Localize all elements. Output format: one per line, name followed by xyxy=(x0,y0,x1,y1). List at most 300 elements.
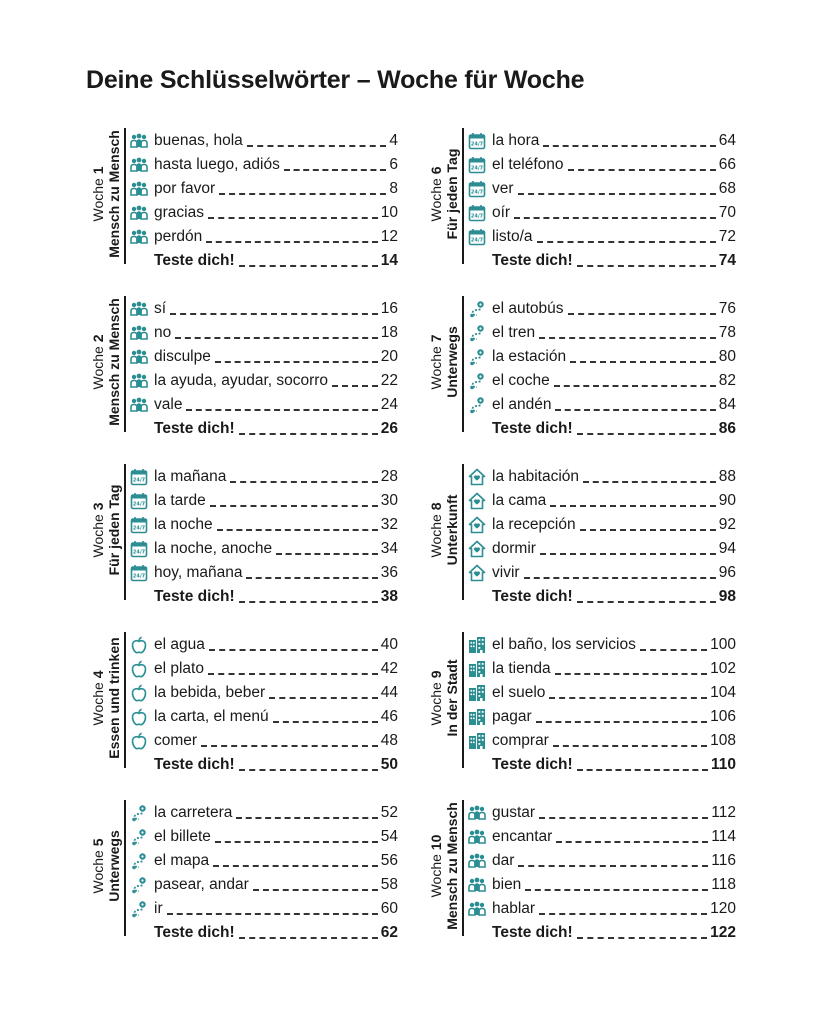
page-number: 92 xyxy=(718,516,736,533)
svg-text:24/7: 24/7 xyxy=(132,549,146,556)
svg-text:24/7: 24/7 xyxy=(132,525,146,532)
page-number: 54 xyxy=(380,828,398,845)
dot-leader xyxy=(253,888,378,891)
test-label: Teste dich! xyxy=(492,756,573,773)
list-item[interactable] xyxy=(468,222,736,246)
test-label: Teste dich! xyxy=(492,924,573,941)
week-word: Woche xyxy=(428,346,444,390)
page-number: 100 xyxy=(710,636,736,653)
calendar-icon xyxy=(468,132,488,150)
people-icon xyxy=(468,828,488,846)
page-number: 74 xyxy=(718,252,736,269)
house-icon xyxy=(468,492,488,510)
week-block xyxy=(424,462,744,612)
dot-leader xyxy=(577,600,716,603)
divider xyxy=(462,128,464,264)
week-word: Woche xyxy=(428,514,444,558)
list-item[interactable] xyxy=(468,126,736,150)
dot-leader xyxy=(213,864,378,867)
svg-text:24/7: 24/7 xyxy=(470,213,484,220)
list-item[interactable] xyxy=(468,294,736,318)
people-icon xyxy=(130,372,150,390)
test-row[interactable] xyxy=(468,918,736,942)
list-item[interactable] xyxy=(130,462,398,486)
list-item[interactable] xyxy=(468,318,736,342)
test-label: Teste dich! xyxy=(154,588,235,605)
dot-leader xyxy=(570,360,716,363)
entry-word: gracias xyxy=(154,204,204,221)
dot-leader xyxy=(539,336,716,339)
list-item[interactable] xyxy=(130,126,398,150)
list-item[interactable] xyxy=(468,534,736,558)
dot-leader xyxy=(554,384,716,387)
list-item[interactable] xyxy=(468,726,736,750)
page-number: 116 xyxy=(711,852,736,869)
calendar-icon xyxy=(468,180,488,198)
entry-word: dormir xyxy=(492,540,536,557)
entry-word: la bebida, beber xyxy=(154,684,266,701)
entry-word: el plato xyxy=(154,660,204,677)
dot-leader xyxy=(239,600,378,603)
page-number: 40 xyxy=(380,636,398,653)
dot-leader xyxy=(568,312,716,315)
list-item[interactable] xyxy=(468,846,736,870)
entry-list xyxy=(468,798,736,942)
dot-leader xyxy=(577,936,707,939)
entry-word: la noche xyxy=(154,516,213,533)
week-topic: Mensch zu Mensch xyxy=(106,130,122,258)
week-label xyxy=(424,798,464,934)
entry-word: el autobús xyxy=(492,300,564,317)
page-number: 50 xyxy=(380,756,398,773)
list-item[interactable] xyxy=(468,654,736,678)
route-icon xyxy=(130,852,150,870)
list-item[interactable] xyxy=(130,822,398,846)
entry-word: el coche xyxy=(492,372,550,389)
entry-word: por favor xyxy=(154,180,216,197)
entry-word: la estación xyxy=(492,348,567,365)
week-number: 10 xyxy=(428,834,444,851)
dot-leader xyxy=(239,264,378,267)
week-block xyxy=(424,126,744,276)
dot-leader xyxy=(167,912,378,915)
entry-word: comprar xyxy=(492,732,549,749)
route-icon xyxy=(468,396,488,414)
week-word: Woche xyxy=(90,850,106,894)
route-icon xyxy=(130,828,150,846)
calendar-icon xyxy=(130,516,150,534)
entry-word: el baño, los servicios xyxy=(492,636,636,653)
week-number: 9 xyxy=(428,670,444,679)
dot-leader xyxy=(276,552,378,555)
list-item[interactable] xyxy=(468,558,736,582)
entry-list xyxy=(130,126,398,270)
page-number: 110 xyxy=(710,756,736,773)
dot-leader xyxy=(556,840,708,843)
entry-list xyxy=(468,462,736,606)
page-number: 28 xyxy=(380,468,398,485)
page-number: 30 xyxy=(380,492,398,509)
test-row[interactable] xyxy=(130,918,398,942)
list-item[interactable] xyxy=(130,702,398,726)
page-number: 26 xyxy=(380,420,398,437)
page-number: 68 xyxy=(718,180,736,197)
page-number: 38 xyxy=(380,588,398,605)
week-word: Woche xyxy=(428,854,444,898)
week-label xyxy=(424,294,464,430)
page-number: 108 xyxy=(710,732,736,749)
week-block xyxy=(424,798,744,948)
list-item[interactable] xyxy=(468,198,736,222)
entry-word: la mañana xyxy=(154,468,227,485)
week-number: 3 xyxy=(90,502,106,511)
dot-leader xyxy=(269,696,378,699)
people-icon xyxy=(130,180,150,198)
dot-leader xyxy=(230,480,377,483)
apple-icon xyxy=(130,708,150,726)
dot-leader xyxy=(640,648,707,651)
entry-word: comer xyxy=(154,732,198,749)
dot-leader xyxy=(170,312,378,315)
entry-word: buenas, hola xyxy=(154,132,243,149)
page-number: 24 xyxy=(380,396,398,413)
week-block xyxy=(86,630,406,780)
calendar-icon xyxy=(130,564,150,582)
test-row[interactable] xyxy=(468,414,736,438)
page-number: 94 xyxy=(718,540,736,557)
entry-word: bien xyxy=(492,876,522,893)
test-row[interactable] xyxy=(468,582,736,606)
list-item[interactable] xyxy=(468,174,736,198)
house-icon xyxy=(468,468,488,486)
house-icon xyxy=(468,540,488,558)
route-icon xyxy=(130,804,150,822)
dot-leader xyxy=(514,216,716,219)
house-icon xyxy=(468,564,488,582)
dot-leader xyxy=(208,216,378,219)
dot-leader xyxy=(332,384,378,387)
people-icon xyxy=(130,156,150,174)
page-number: 14 xyxy=(380,252,398,269)
dot-leader xyxy=(555,672,708,675)
entry-word: perdón xyxy=(154,228,203,245)
dot-leader xyxy=(284,168,387,171)
dot-leader xyxy=(549,696,707,699)
test-label: Teste dich! xyxy=(154,756,235,773)
apple-icon xyxy=(130,732,150,750)
list-item[interactable] xyxy=(468,462,736,486)
week-word: Woche xyxy=(428,682,444,726)
page-number: 36 xyxy=(380,564,398,581)
dot-leader xyxy=(239,768,378,771)
svg-text:24/7: 24/7 xyxy=(132,477,146,484)
test-row[interactable] xyxy=(468,246,736,270)
page-number: 76 xyxy=(718,300,736,317)
page-number: 12 xyxy=(380,228,398,245)
list-item[interactable] xyxy=(130,294,398,318)
entry-word: el tren xyxy=(492,324,536,341)
dot-leader xyxy=(239,432,378,435)
entry-word: la recepción xyxy=(492,516,576,533)
list-item[interactable] xyxy=(468,630,736,654)
list-item[interactable] xyxy=(468,678,736,702)
entry-word: sí xyxy=(154,300,167,317)
dot-leader xyxy=(210,504,378,507)
page-number: 60 xyxy=(380,900,398,917)
entry-word: oír xyxy=(492,204,511,221)
svg-text:24/7: 24/7 xyxy=(132,501,146,508)
entry-word: gustar xyxy=(492,804,536,821)
calendar-icon xyxy=(130,540,150,558)
dot-leader xyxy=(208,672,378,675)
dot-leader xyxy=(236,816,377,819)
list-item[interactable] xyxy=(468,702,736,726)
city-icon xyxy=(468,684,488,702)
page-number: 66 xyxy=(718,156,736,173)
week-label xyxy=(86,294,126,430)
list-item[interactable] xyxy=(468,510,736,534)
apple-icon xyxy=(130,660,150,678)
dot-leader xyxy=(201,744,378,747)
dot-leader xyxy=(186,408,377,411)
svg-text:24/7: 24/7 xyxy=(470,237,484,244)
calendar-icon xyxy=(130,492,150,510)
page-number: 42 xyxy=(380,660,398,677)
page-number: 70 xyxy=(718,204,736,221)
week-block xyxy=(86,126,406,276)
list-item[interactable] xyxy=(130,174,398,198)
list-item[interactable] xyxy=(130,870,398,894)
divider xyxy=(124,800,126,936)
dot-leader xyxy=(577,264,716,267)
list-item[interactable] xyxy=(468,366,736,390)
entry-word: ver xyxy=(492,180,514,197)
list-item[interactable] xyxy=(130,198,398,222)
list-item[interactable] xyxy=(130,726,398,750)
week-word: Woche xyxy=(428,178,444,222)
week-topic: Für jeden Tag xyxy=(106,484,122,576)
list-item[interactable] xyxy=(130,678,398,702)
list-item[interactable] xyxy=(130,630,398,654)
page-number: 20 xyxy=(380,348,398,365)
list-item[interactable] xyxy=(468,390,736,414)
list-item[interactable] xyxy=(130,894,398,918)
dot-leader xyxy=(536,720,707,723)
list-item[interactable] xyxy=(468,150,736,174)
entry-word: vivir xyxy=(492,564,520,581)
dot-leader xyxy=(543,144,715,147)
list-item[interactable] xyxy=(468,342,736,366)
page-number: 122 xyxy=(710,924,736,941)
test-label: Teste dich! xyxy=(154,420,235,437)
route-icon xyxy=(468,348,488,366)
test-row[interactable] xyxy=(130,750,398,774)
entry-word: el andén xyxy=(492,396,552,413)
week-topic: Mensch zu Mensch xyxy=(444,802,460,930)
dot-leader xyxy=(550,504,715,507)
entry-word: hasta luego, adiós xyxy=(154,156,280,173)
list-item[interactable] xyxy=(130,654,398,678)
entry-word: no xyxy=(154,324,172,341)
page-number: 48 xyxy=(380,732,398,749)
city-icon xyxy=(468,708,488,726)
page-number: 84 xyxy=(718,396,736,413)
entry-word: la noche, anoche xyxy=(154,540,273,557)
page-number: 120 xyxy=(710,900,736,917)
svg-text:24/7: 24/7 xyxy=(470,141,484,148)
week-word: Woche xyxy=(90,514,106,558)
divider xyxy=(124,632,126,768)
page-number: 62 xyxy=(380,924,398,941)
week-label xyxy=(424,630,464,766)
dot-leader xyxy=(209,648,378,651)
list-item[interactable] xyxy=(130,390,398,414)
page-number: 88 xyxy=(718,468,736,485)
city-icon xyxy=(468,732,488,750)
divider xyxy=(124,464,126,600)
dot-leader xyxy=(580,528,716,531)
route-icon xyxy=(468,300,488,318)
dot-leader xyxy=(577,432,716,435)
page-number: 18 xyxy=(380,324,398,341)
dot-leader xyxy=(518,864,708,867)
list-item[interactable] xyxy=(468,486,736,510)
page-number: 4 xyxy=(389,132,398,149)
page-number: 44 xyxy=(380,684,398,701)
list-item[interactable] xyxy=(468,822,736,846)
dot-leader xyxy=(577,768,708,771)
list-item[interactable] xyxy=(130,534,398,558)
entry-word: listo/a xyxy=(492,228,533,245)
page-number: 34 xyxy=(380,540,398,557)
entry-word: la cama xyxy=(492,492,547,509)
entry-list xyxy=(468,630,736,774)
entry-word: hablar xyxy=(492,900,536,917)
city-icon xyxy=(468,660,488,678)
entry-word: el agua xyxy=(154,636,205,653)
dot-leader xyxy=(583,480,716,483)
page-number: 96 xyxy=(718,564,736,581)
list-item[interactable] xyxy=(130,510,398,534)
page-number: 6 xyxy=(389,156,398,173)
calendar-icon xyxy=(468,228,488,246)
test-row[interactable] xyxy=(130,582,398,606)
people-icon xyxy=(130,396,150,414)
people-icon xyxy=(130,132,150,150)
list-item[interactable] xyxy=(130,222,398,246)
entry-list xyxy=(130,798,398,942)
entry-word: la hora xyxy=(492,132,540,149)
route-icon xyxy=(130,876,150,894)
list-item[interactable] xyxy=(130,558,398,582)
week-topic: Unterwegs xyxy=(444,326,460,398)
page-number: 46 xyxy=(380,708,398,725)
svg-text:24/7: 24/7 xyxy=(470,165,484,172)
list-item[interactable] xyxy=(468,894,736,918)
page-number: 82 xyxy=(718,372,736,389)
entry-word: encantar xyxy=(492,828,553,845)
week-word: Woche xyxy=(90,178,106,222)
list-item[interactable] xyxy=(130,486,398,510)
week-number: 7 xyxy=(428,334,444,343)
entry-word: el suelo xyxy=(492,684,546,701)
entry-word: el billete xyxy=(154,828,211,845)
week-block xyxy=(86,462,406,612)
people-icon xyxy=(130,348,150,366)
test-row[interactable] xyxy=(130,246,398,270)
list-item[interactable] xyxy=(130,366,398,390)
dot-leader xyxy=(555,408,715,411)
list-item[interactable] xyxy=(130,318,398,342)
week-topic: Mensch zu Mensch xyxy=(106,298,122,426)
entry-word: la carta, el menú xyxy=(154,708,269,725)
test-row[interactable] xyxy=(130,414,398,438)
week-topic: Für jeden Tag xyxy=(444,148,460,240)
dot-leader xyxy=(247,144,387,147)
route-icon xyxy=(468,372,488,390)
test-label: Teste dich! xyxy=(492,588,573,605)
route-icon xyxy=(468,324,488,342)
page-number: 8 xyxy=(389,180,398,197)
entry-word: la tarde xyxy=(154,492,206,509)
test-row[interactable] xyxy=(468,750,736,774)
week-block xyxy=(86,294,406,444)
entry-word: la ayuda, ayudar, socorro xyxy=(154,372,329,389)
list-item[interactable] xyxy=(130,150,398,174)
list-item[interactable] xyxy=(468,870,736,894)
people-icon xyxy=(130,228,150,246)
week-label xyxy=(424,126,464,262)
week-word: Woche xyxy=(90,682,106,726)
divider xyxy=(124,128,126,264)
entry-word: la carretera xyxy=(154,804,233,821)
week-label xyxy=(86,462,126,598)
page-number: 52 xyxy=(380,804,398,821)
dot-leader xyxy=(540,552,716,555)
list-item[interactable] xyxy=(468,798,736,822)
list-item[interactable] xyxy=(130,342,398,366)
list-item[interactable] xyxy=(130,798,398,822)
dot-leader xyxy=(553,744,707,747)
page-number: 56 xyxy=(380,852,398,869)
divider xyxy=(462,296,464,432)
test-label: Teste dich! xyxy=(154,924,235,941)
list-item[interactable] xyxy=(130,846,398,870)
entry-list xyxy=(130,462,398,606)
dot-leader xyxy=(215,840,378,843)
dot-leader xyxy=(217,528,378,531)
people-icon xyxy=(468,876,488,894)
house-icon xyxy=(468,516,488,534)
entry-word: dar xyxy=(492,852,515,869)
week-topic: Unterkunft xyxy=(444,494,460,566)
entry-list xyxy=(130,630,398,774)
page-number: 10 xyxy=(380,204,398,221)
dot-leader xyxy=(215,360,378,363)
calendar-icon xyxy=(130,468,150,486)
week-block xyxy=(86,798,406,948)
entry-word: la tienda xyxy=(492,660,551,677)
page-number: 112 xyxy=(711,804,736,821)
entry-word: el teléfono xyxy=(492,156,564,173)
dot-leader xyxy=(525,888,708,891)
entry-list xyxy=(468,294,736,438)
week-block xyxy=(424,294,744,444)
divider xyxy=(462,464,464,600)
week-label xyxy=(86,630,126,766)
entry-word: vale xyxy=(154,396,183,413)
divider xyxy=(462,632,464,768)
